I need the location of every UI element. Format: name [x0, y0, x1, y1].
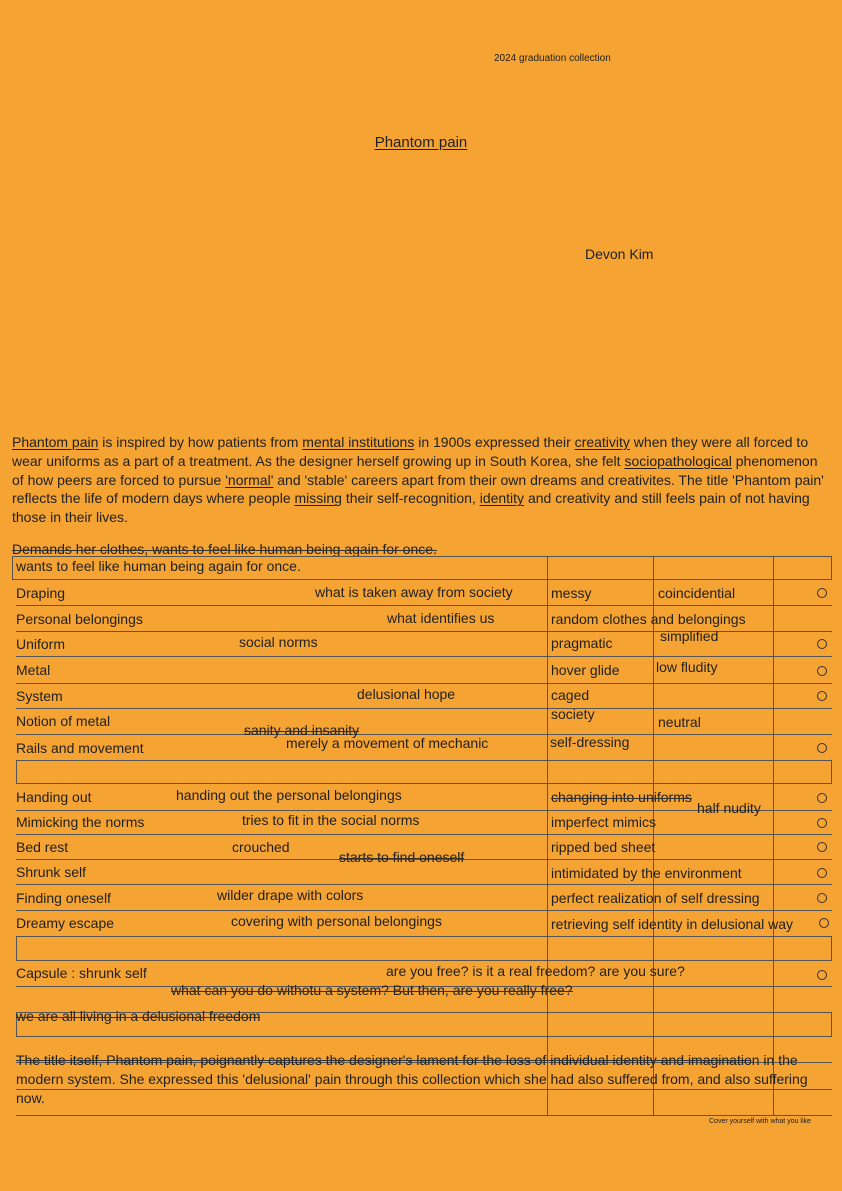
table-cell-concept: Draping: [16, 585, 66, 601]
table-cell-concept: System: [16, 688, 63, 704]
row-divider: [16, 683, 832, 684]
table-cell-meaning: wilder drape with colors: [217, 887, 364, 903]
intro-text: in 1900s expressed their: [414, 434, 575, 450]
table-cell-quality: society: [551, 706, 595, 722]
closing-strike-line: [16, 1060, 750, 1061]
intro-text: their self-recognition,: [341, 490, 480, 507]
spacer-box: [16, 760, 832, 784]
circle-marker: [817, 639, 827, 649]
table-cell-concept: Finding oneself: [16, 890, 111, 906]
table-cell-meaning: handing out the personal belongings: [176, 787, 402, 803]
intro-text: and 'stable' careers apart from their own dreams and creativites. The title 'Phantom pain' reflects the life of modern days where people: [12, 471, 824, 507]
circle-marker: [817, 666, 827, 676]
table-cell-meaning: merely a movement of mechanic: [286, 735, 489, 751]
circle-marker: [817, 793, 827, 803]
table-cell-attribute: half nudity: [697, 800, 761, 816]
intro-text: and creativity and still feels pain of not having those in their lives.: [12, 490, 810, 526]
wants-text: wants to feel like human being again for once.: [16, 558, 301, 574]
living-text: we are all living in a delusional freedom: [16, 1008, 261, 1024]
table-cell-meaning: what is taken away from society: [315, 584, 513, 600]
table-cell-concept: Handing out: [16, 789, 92, 805]
table-cell-quality: perfect realization of self dressing: [551, 890, 760, 906]
circle-marker: [817, 970, 827, 980]
tagline: Cover yourself with what you like: [709, 1118, 811, 1125]
table-cell-quality: messy: [551, 585, 592, 601]
collection-label: 2024 graduation collection: [494, 53, 611, 64]
intro-text: when they were all forced to wear uniforms as a part of a treatment. As the designer herself growing up in South Korea, she felt: [12, 434, 809, 469]
intro-link-normal: 'normal': [225, 471, 274, 488]
spacer-box: [16, 936, 832, 961]
closing-paragraph: The title itself, Phantom pain, poignantly captures the designer's lament for the loss of individual identity and imagination in the modern system. She expressed this 'delusional' pain through this collection which she had also suffered from, and also suffering now.: [16, 1052, 808, 1106]
row-divider: [16, 834, 832, 835]
row-divider: [16, 910, 832, 911]
table-cell-attribute: simplified: [660, 628, 719, 644]
page-title: Phantom pain: [374, 134, 468, 151]
table-cell-quality: random clothes and belongings: [551, 611, 746, 627]
table-cell-concept: Shrunk self: [16, 864, 87, 880]
table-cell-concept: Uniform: [16, 636, 66, 652]
table-cell-concept: Mimicking the norms: [16, 814, 145, 830]
circle-marker: [819, 918, 829, 928]
table-cell-quality: intimidated by the environment: [551, 865, 742, 881]
circle-marker: [817, 588, 827, 598]
table-cell-concept: Metal: [16, 662, 51, 678]
table-cell-quality: hover glide: [551, 662, 620, 678]
sanity-text: sanity and insanity: [244, 722, 360, 738]
intro-text: phenomenon of how peers are forced to pursue: [12, 452, 818, 488]
table-cell-quality: changing into uniforms: [551, 789, 692, 805]
table-cell-concept: Personal belongings: [16, 611, 143, 627]
row-divider: [16, 708, 832, 709]
table-cell-meaning: covering with personal belongings: [231, 913, 442, 929]
circle-marker: [817, 691, 827, 701]
table-cell-meaning: crouched: [232, 839, 290, 855]
intro-link-missing: missing: [294, 490, 342, 507]
circle-marker: [817, 842, 827, 852]
intro-link-creativity: creativity: [574, 434, 630, 450]
capsule-label: Capsule : shrunk self: [16, 965, 147, 981]
intro-link-identity: identity: [479, 490, 525, 507]
table-cell-meaning: social norms: [239, 634, 318, 650]
circle-marker: [817, 868, 827, 878]
table-cell-attribute: coincidential: [658, 585, 736, 601]
table-cell-attribute: neutral: [658, 714, 701, 730]
designer-name: Devon Kim: [585, 246, 654, 262]
table-cell-attribute: low fludity: [656, 659, 718, 675]
row-divider: [16, 1115, 832, 1116]
table-cell-meaning: tries to fit in the social norms: [242, 812, 420, 828]
starts-text: starts to find oneself: [339, 849, 465, 865]
capsule-question: are you free? is it a real freedom? are you sure?: [386, 963, 685, 979]
table-cell-concept: Rails and movement: [16, 740, 144, 756]
circle-marker: [817, 893, 827, 903]
intro-link-mental-institutions: mental institutions: [302, 434, 415, 450]
table-cell-meaning: delusional hope: [357, 686, 456, 702]
table-cell-concept: Notion of metal: [16, 713, 111, 729]
table-cell-quality: caged: [551, 687, 590, 703]
table-cell-quality: imperfect mimics: [551, 814, 657, 830]
row-divider: [16, 884, 832, 885]
demands-text: Demands her clothes, wants to feel like human being again for once.: [12, 541, 437, 557]
capsule-question-struck: what can you do withotu a system? But then, are you really free?: [171, 982, 573, 998]
circle-marker: [817, 743, 827, 753]
row-divider: [16, 656, 832, 657]
row-divider: [16, 605, 832, 606]
table-cell-quality: self-dressing: [550, 734, 630, 750]
table-cell-quality: ripped bed sheet: [551, 839, 656, 855]
intro-link-sociopathological: sociopathological: [624, 452, 732, 469]
table-cell-quality: retrieving self identity in delusional way: [551, 916, 794, 932]
table-cell-quality: pragmatic: [551, 635, 613, 651]
intro-text: is inspired by how patients from: [98, 434, 303, 450]
table-cell-meaning: what identifies us: [387, 610, 495, 626]
table-cell-concept: Bed rest: [16, 839, 69, 855]
intro-link-phantom-pain: Phantom pain: [12, 434, 99, 450]
intro-paragraph: [12, 433, 832, 527]
table-cell-concept: Dreamy escape: [16, 915, 115, 931]
circle-marker: [817, 818, 827, 828]
